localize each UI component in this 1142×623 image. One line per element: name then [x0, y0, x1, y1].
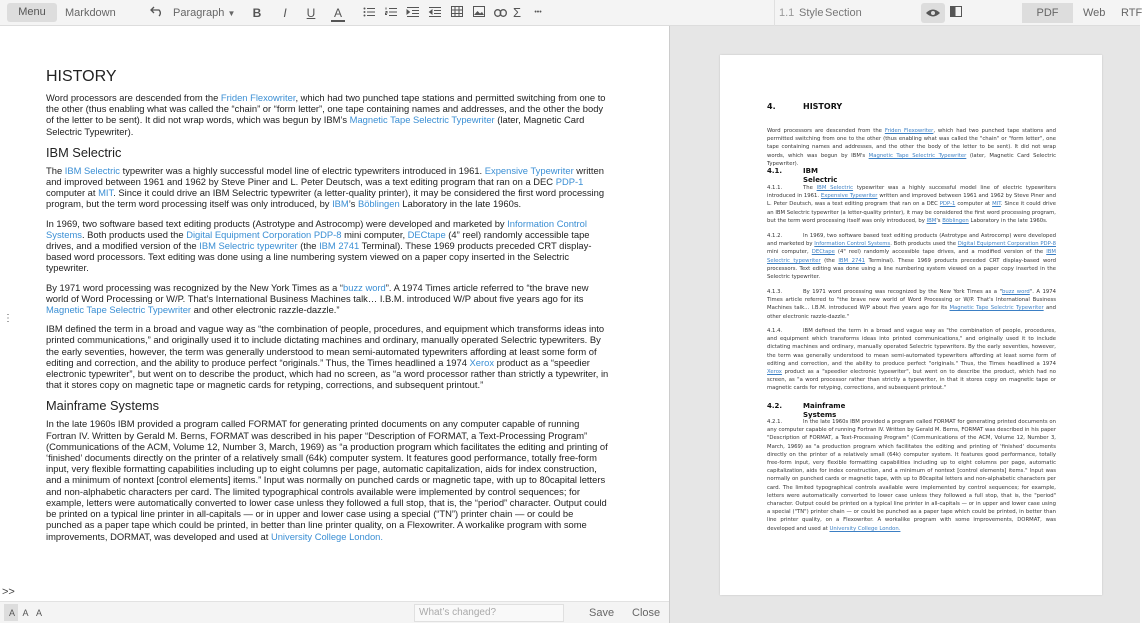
text-color-button[interactable]: A — [331, 4, 345, 22]
hyperlink[interactable]: Xerox — [469, 356, 495, 368]
bottom-bar — [0, 601, 669, 623]
hyperlink[interactable]: Magnetic Tape Selectric Typewriter — [868, 152, 967, 159]
hyperlink[interactable]: Böblingen — [942, 217, 969, 224]
hyperlink[interactable]: buzz word — [1001, 289, 1030, 295]
menu-button[interactable]: Menu — [7, 3, 57, 22]
preview-paragraph: 4.1.2. In 1969, two software based text editing products (Astrotype and Astrocomp) were developed and marketed by Information Control Systems. Both products used the Digital Equipment Corporation PDP-8 mini computer, DECtape (4" reel) randomly accessible tape drives, and a modified version of the IBM Selectric typewriter (the IBM 2741 Terminal). These 1969 products preceded CRT display-based word processors. Text editing was done using a line numbering system viewed on a paper copy inserted in the Selectric typewriter. — [767, 233, 1056, 281]
rtf-tab[interactable]: RTF — [1121, 7, 1142, 19]
more-icon[interactable]: ••• — [534, 9, 542, 16]
indent-icon[interactable] — [406, 4, 420, 22]
hyperlink[interactable]: Information Control Systems — [46, 217, 587, 240]
paragraph-label: Paragraph — [173, 7, 225, 19]
hyperlink[interactable]: IBM 2741 — [319, 240, 360, 252]
preview-heading-mainframe-systems: 4.2. Mainframe Systems — [767, 402, 846, 419]
preview-paragraph: 4.1.1. The IBM Selectric typewriter was a highly successful model line of electric typewriters introduced in 1961. Expensive Typewriter written and improved between 1961 and 1962 by Steve Piner and L. Peter Deutsch, was a text editing program that ran on a DEC PDP-1 computer at MIT. Since it could drive an IBM Selectric typewriter (a letter-quality printer), it may be considered the first word processing program, but the term word processing itself was only introduced, by IBM's Böblingen Laboratory in the late 1960s. — [767, 185, 1056, 224]
web-tab[interactable]: Web — [1083, 7, 1106, 19]
hyperlink[interactable]: Magnetic Tape Selectric Typewriter — [349, 114, 495, 126]
hyperlink[interactable]: Böblingen — [357, 198, 400, 210]
editor-pane[interactable] — [0, 26, 669, 601]
hyperlink[interactable]: University College London. — [829, 525, 901, 532]
hyperlink[interactable]: Digital Equipment Corporation PDP-8 — [957, 241, 1056, 248]
expand-sidebar-button[interactable]: >> — [2, 586, 15, 598]
paragraph: IBM defined the term in a broad and vague way as “the combination of people, procedures, and equipment which transforms ideas into printed communications,” and originally used it to include dictating machines and ordinary, manually operated Selectric typewriters. By the early seventies, however, the term was generally understood to mean semi-automated typewriters affording at least some form of editing and correction, and the ability to produce perfect “originals.” Thus, the Times headlined a 1974 Xerox product as a “speedier electronic typewriter”, but went on to describe the product, which had no screen, as “a word processor rather than strictly a typewriter, in that it stores copy on magnetic tape or magnetic cards for retyping, corrections, and subsequent printout.” — [46, 323, 609, 391]
heading-mainframe-systems: Mainframe Systems — [46, 398, 160, 414]
version-label: 1.1 — [779, 7, 795, 19]
hyperlink[interactable]: IBM Selectric — [816, 185, 854, 191]
paragraph: By 1971 word processing was recognized by the New York Times as a “buzz word”. A 1974 Times article referred to “the brave new world of Word Processing or W/P. That’s International Business Machines talk… I.B.M. introduced W/P about five years ago for its Magnetic Tape Selectric Typewriter and other electronic razzle-dazzle.” — [46, 281, 589, 316]
hyperlink[interactable]: PDP-1 — [939, 201, 956, 208]
hyperlink[interactable]: Xerox — [767, 369, 782, 376]
hyperlink[interactable]: IBM — [332, 198, 349, 210]
hyperlink[interactable]: Digital Equipment Corporation PDP-8 — [186, 228, 342, 240]
paragraph: In 1969, two software based text editing products (Astrotype and Astrocomp) were developed and marketed by Information Control Systems. Both products used the Digital Equipment Corporation PDP-8 mini computer, DECtape (4” reel) randomly accessible tape drives, and a modified version of the IBM Selectric typewriter (the IBM 2741 Terminal). These 1969 products preceded CRT display-based word processors. Text editing was done using a line numbering system viewed on a paper copy inserted in the Selectric typewriter. — [46, 217, 592, 274]
close-button[interactable]: Close — [632, 607, 661, 619]
table-icon[interactable] — [450, 4, 464, 22]
hyperlink[interactable]: IBM — [926, 217, 937, 224]
toolbar — [0, 0, 1140, 26]
preview-heading-ibm-selectric: 4.1. IBM Selectric — [767, 167, 838, 184]
drag-handle-icon[interactable]: ⋮ — [3, 313, 13, 324]
editor-content[interactable] — [46, 68, 611, 550]
numbered-list-icon[interactable] — [384, 4, 398, 22]
split-view-icon[interactable] — [948, 4, 964, 22]
hyperlink[interactable]: MIT — [98, 187, 114, 199]
underline-button[interactable]: U — [306, 6, 316, 20]
hyperlink[interactable]: Friden Flexowriter — [884, 128, 934, 134]
hyperlink[interactable]: IBM 2741 — [838, 257, 866, 264]
hyperlink[interactable]: IBM Selectric — [64, 164, 120, 176]
hyperlink[interactable]: Expensive Typewriter — [484, 164, 574, 176]
section-button[interactable]: Section — [825, 7, 862, 19]
hyperlink[interactable]: University College London. — [270, 530, 383, 542]
link-icon[interactable] — [493, 4, 507, 22]
paragraph-style-select[interactable] — [173, 0, 235, 26]
markdown-button[interactable]: Markdown — [65, 7, 116, 19]
preview-paragraph: 4.1.3. By 1971 word processing was recognized by the New York Times as a "buzz word". A 1974 Times article referred to "the brave new world of Word Processing or W/P. That's International Business Machines talk... I.B.M. introduced W/P about five years ago for its Magnetic Tape Selectric Typewriter and other electronic razzle-dazzle." — [767, 289, 1057, 320]
chevron-down-icon: ▼ — [227, 9, 236, 18]
formula-button[interactable]: Σ — [512, 5, 522, 20]
hyperlink[interactable]: Expensive Typewriter — [820, 193, 878, 200]
hyperlink[interactable]: Friden Flexowriter — [220, 92, 296, 103]
hyperlink[interactable]: IBM Selectric typewriter — [767, 249, 1056, 264]
hyperlink[interactable]: Information Control Systems — [814, 241, 891, 248]
hyperlink[interactable]: DECtape — [407, 228, 446, 240]
preview-heading-history: 4. HISTORY — [767, 102, 843, 111]
preview-paragraph: Word processors are descended from the Friden Flexowriter, which had two punched tape stations and permitted switching from one to the other (thus enabling what was called the "chain" or "form letter", one tape containing names and addresses, and the other the body of the letter to be sent). It did not wrap words, which was begun by IBM's Magnetic Tape Selectric Typewriter (later, Magnetic Card Selectric Typewriter). — [767, 128, 1056, 167]
changes-input[interactable]: What’s changed? — [414, 604, 564, 622]
heading-history: HISTORY — [46, 68, 117, 85]
paragraph: In the late 1960s IBM provided a program called FORMAT for generating printed documents on any computer capable of running Fortran IV. Written by Gerald M. Berns, FORMAT was described in his paper “Description of FORMAT, a Text-Processing Program” (Communications of the ACM, Volume 12, Number 3, March, 1969) as “a production program which facilitates the editing and printing of ‘finished’ documents directly on the printer of a relatively small (64k) computer system. It features good performance, totally free-form input, very flexible formatting capabilities including up to eight columns per page, automatic capitalization, aids for index construction, and a minimum of nontext [control elements] items.” Input was normally on punched cards or magnetic tape, with up to 80capital letters and non-alphabetic characters per card. The limited typographical controls available were implemented by control sequences; for example, letters were automatically converted to lower case unless they followed a full stop, that is, the “period” character. Output could be printed on a typical line printer in all-capitals — or in upper and lower case using a special (“TN”) printer chain — or could be punched as a paper tape which could be printed, in better than line printer quality, on a Flexowriter. A workalike program with some improvements, DORMAT, was developed and used at University College London. — [46, 418, 608, 542]
eye-icon[interactable] — [921, 3, 945, 23]
pdf-page — [720, 55, 1102, 595]
preview-paragraph: 4.1.4. IBM defined the term in a broad and vague way as "the combination of people, procedures, and equipment which transforms ideas into printed communications," and originally used it to include dictating machines and ordinary, manually operated Selectric typewriters. By the early seventies, however, the term was generally understood to mean semi-automated typewriters affording at least some form of editing and correction, and the ability to produce perfect "originals." Thus, the Times headlined a 1974 Xerox product as a "speedier electronic typewriter", but went on to describe the product, which had no screen, as "a word processor rather than strictly a typewriter, in that it stores copy on magnetic tape or magnetic cards for retyping, corrections, and subsequent printout." — [767, 328, 1056, 392]
paragraph: The IBM Selectric typewriter was a highly successful model line of electric typewriters introduced in 1961. Expensive Typewriter written and improved between 1961 and 1962 by Steve Piner and L. Peter Deutsch, was a text editing program that ran on a DEC PDP-1 computer at MIT. Since it could drive an IBM Selectric typewriter (a letter-quality printer), it may be considered the first word processing program, but the term word processing itself was only introduced, by IBM’s Böblingen Laboratory in the late 1960s. — [46, 164, 605, 210]
toolbar-divider — [774, 0, 775, 26]
outdent-icon[interactable] — [428, 4, 442, 22]
hyperlink[interactable]: MIT — [992, 201, 1001, 208]
heading-ibm-selectric: IBM Selectric — [46, 144, 122, 160]
hyperlink[interactable]: Magnetic Tape Selectric Typewriter — [46, 304, 192, 316]
hyperlink[interactable]: IBM Selectric typewriter — [199, 240, 298, 252]
pdf-tab[interactable]: PDF — [1022, 3, 1073, 23]
hyperlink[interactable]: PDP-1 — [555, 176, 584, 188]
hyperlink[interactable]: Magnetic Tape Selectric Typewriter — [949, 305, 1044, 312]
preview-pane — [669, 26, 1140, 623]
italic-button[interactable]: I — [283, 6, 287, 20]
style-button[interactable]: Style — [799, 7, 824, 19]
preview-paragraph: 4.2.1. In the late 1960s IBM provided a program called FORMAT for generating printed documents on any computer capable of running Fortran IV. Written by Gerald M. Berns, FORMAT was described in his paper "Description of FORMAT, a Text-Processing Program" (Communications of the ACM, Volume 12, Number 3, March, 1969) as "a production program which facilitates the editing and printing of 'finished' documents directly on the printer of a relatively small (64k) computer system. It features good performance, totally free-form input, very flexible formatting capabilities including up to eight columns per page, automatic capitalization, aids for index construction, and a minimum of nontext [control elements] items." Input was normally on punched cards or magnetic tape, with up to 80capital letters and non-alphabetic characters per card. The limited typographical controls available were implemented by control sequences; for example, letters were automatically converted to lower case unless they followed a full stop, that is, the "period" character. Output could be printed on a typical line printer in all-capitals — or in upper and lower case using a special ("TN") printer chain — or could be punched as a paper tape which could be printed, in better than line printer quality, on a Flexowriter. A workalike program with some improvements, DORMAT, was developed and used at University College London. — [767, 419, 1056, 532]
save-button[interactable]: Save — [589, 607, 615, 619]
paragraph: Word processors are descended from the Friden Flexowriter, which had two punched tape stations and permitted switching from one to the other (thus enabling what was called the “chain” or “form letter”, one tape containing names and addresses, and the other the body of the letter to be sent). It did not wrap words, which was begun by IBM’s Magnetic Tape Selectric Typewriter (later, Magnetic Card Selectric Typewriter). — [46, 92, 606, 137]
bold-button[interactable]: B — [252, 6, 262, 20]
bullet-list-icon[interactable] — [362, 4, 376, 22]
hyperlink[interactable]: DECtape — [811, 249, 835, 256]
font-size-buttons[interactable]: A A A — [9, 608, 46, 618]
image-icon[interactable] — [472, 4, 486, 22]
undo-icon[interactable] — [147, 4, 167, 22]
hyperlink[interactable]: buzz word — [343, 281, 386, 293]
